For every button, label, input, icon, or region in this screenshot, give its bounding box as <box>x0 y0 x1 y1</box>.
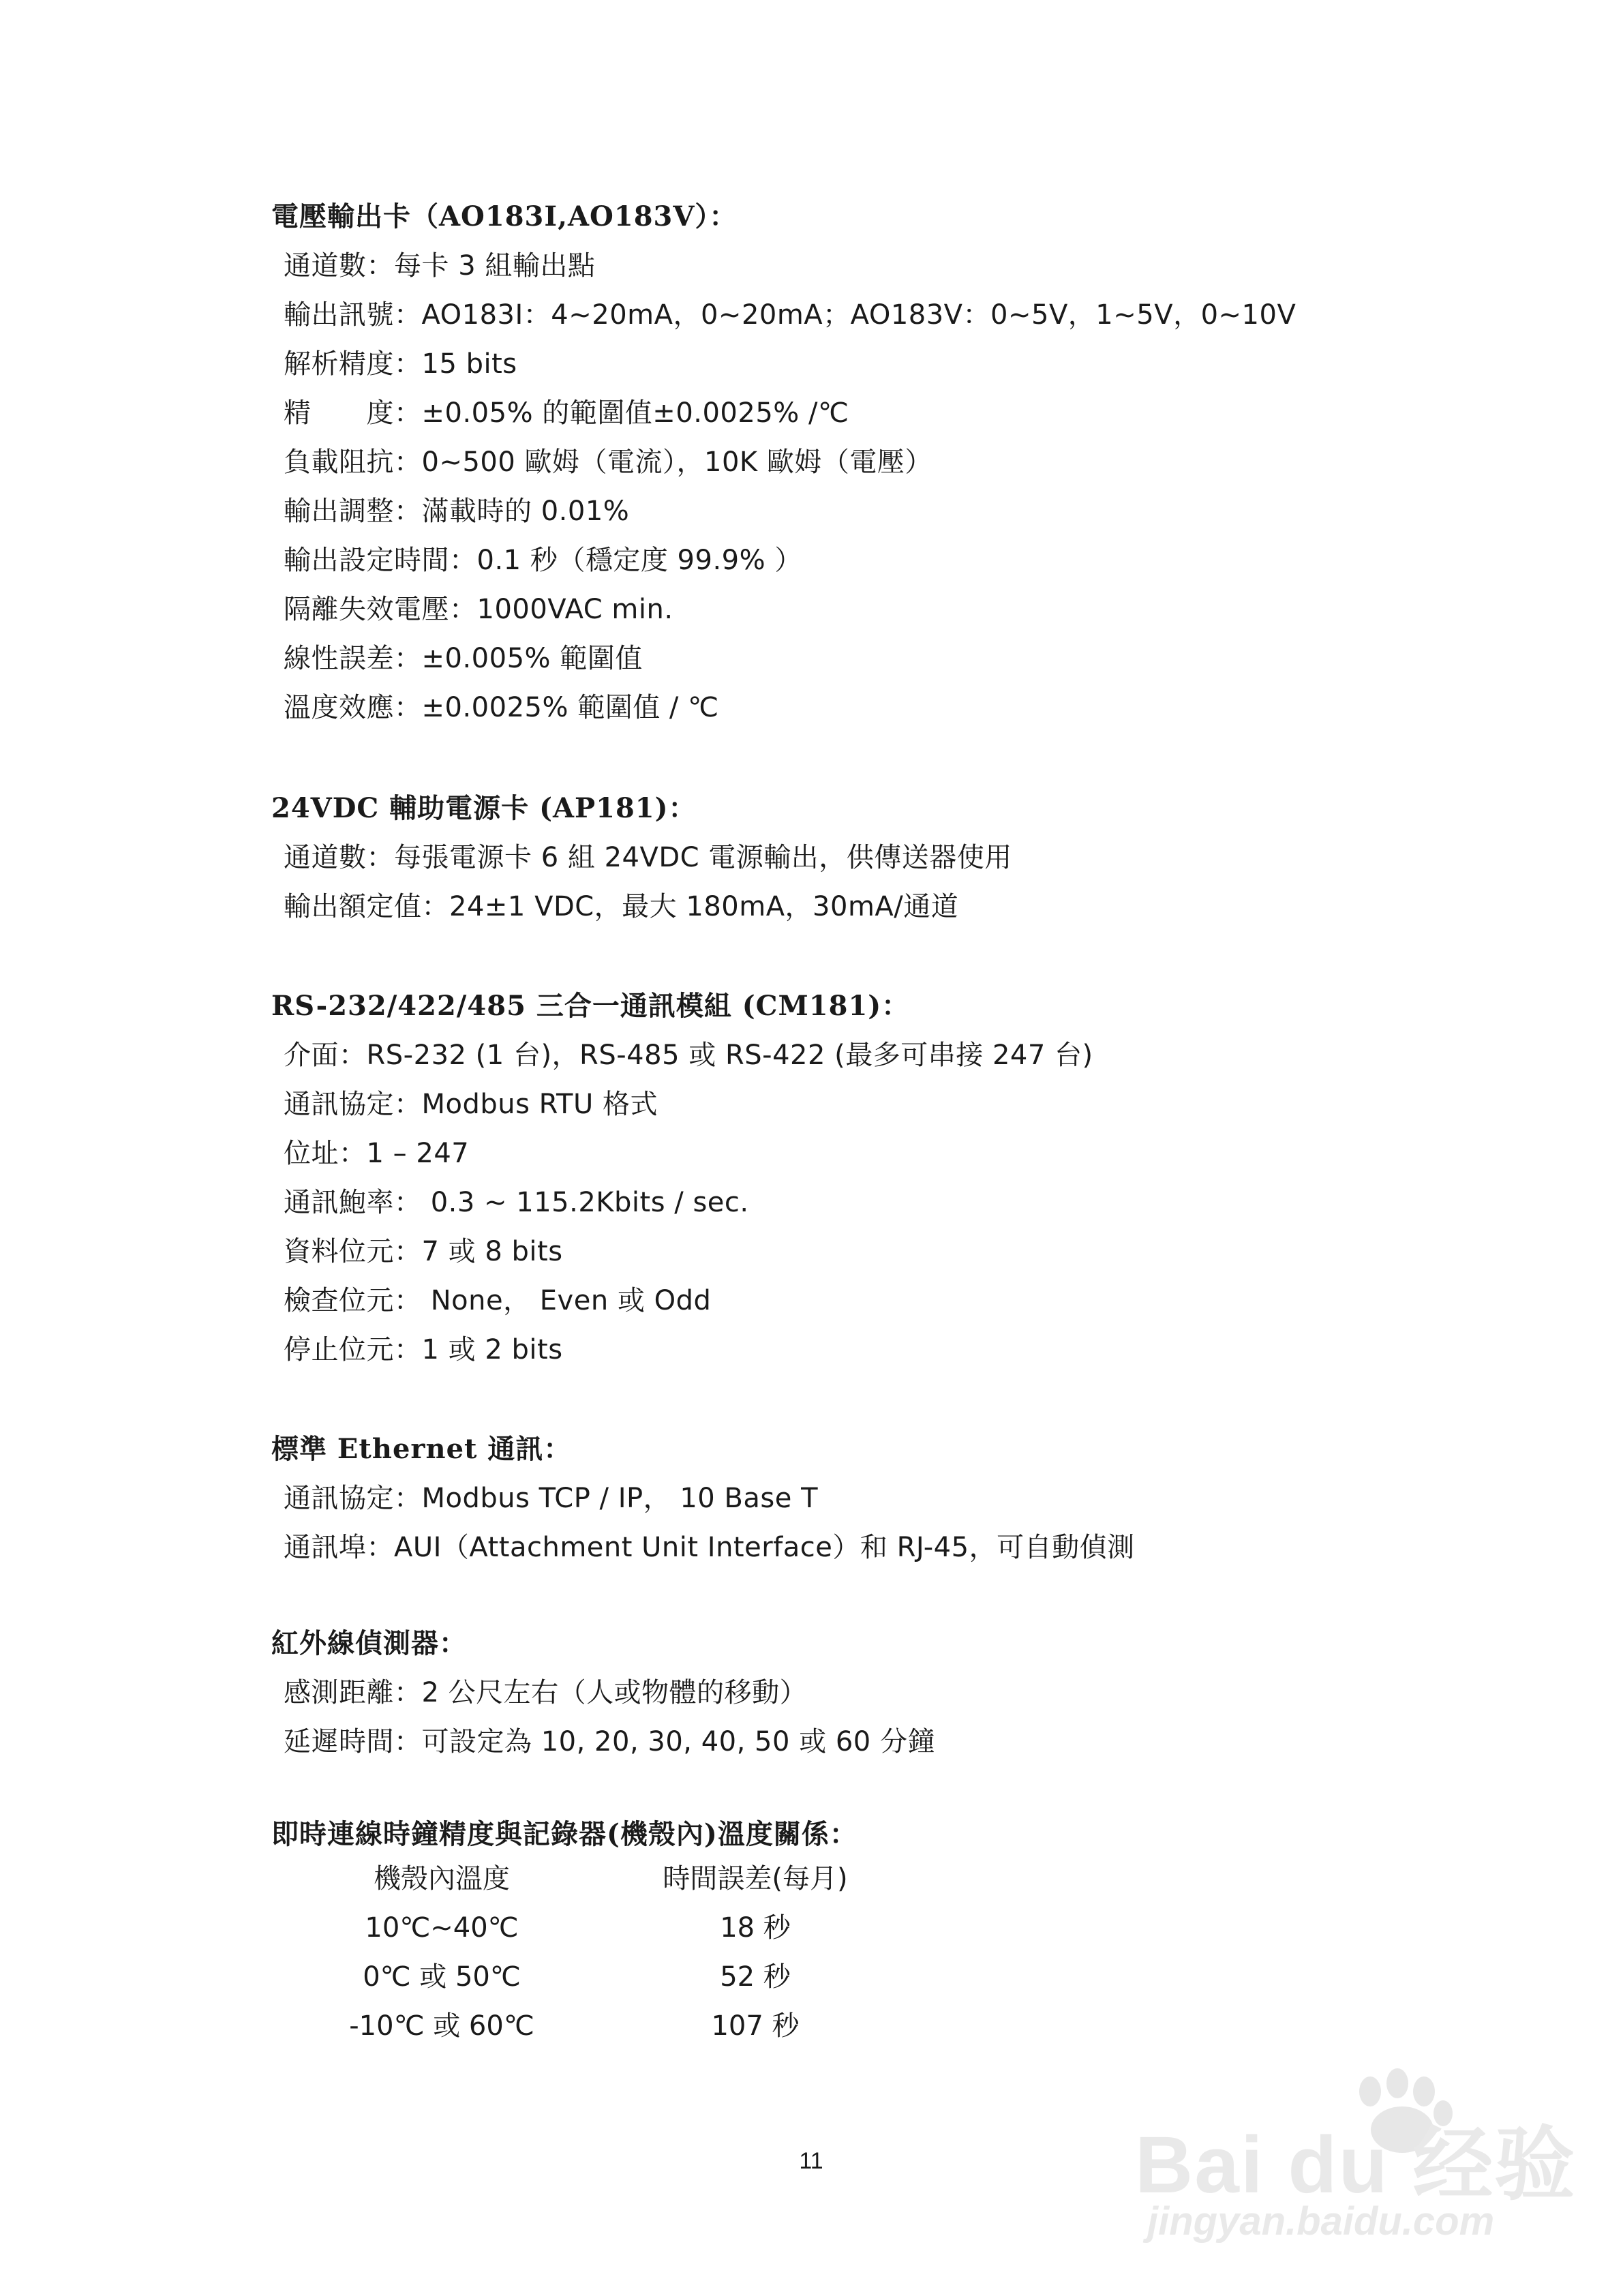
spec-line: 通訊協定：Modbus TCP / IP， 10 Base T <box>284 1483 819 1514</box>
section-heading: 紅外線偵測器： <box>271 1627 467 1659</box>
table-row <box>271 2002 953 2051</box>
spec-line: 停止位元：1 或 2 bits <box>284 1334 563 1365</box>
table-row <box>271 1952 953 2002</box>
baidu-watermark <box>1135 2059 1577 2263</box>
spec-line: 負載阻抗：0~500 歐姆（電流），10K 歐姆（電壓） <box>284 447 932 478</box>
section-clock-accuracy <box>271 1810 1498 1859</box>
spec-line: 通道數：每卡 3 組輸出點 <box>284 250 596 282</box>
spec-line: 通訊埠：AUI（Attachment Unit Interface）和 RJ-45，可自動偵測 <box>284 1532 1135 1563</box>
section-analog-output-card <box>271 192 1498 732</box>
section-heading: 24VDC 輔助電源卡 (AP181)： <box>271 792 697 824</box>
section-comm-module <box>271 982 1498 1374</box>
table-cell: 52 秒 <box>720 1961 791 1993</box>
table-cell: 10℃~40℃ <box>365 1912 519 1944</box>
spec-line: 延遲時間：可設定為 10, 20, 30, 40, 50 或 60 分鐘 <box>284 1726 935 1757</box>
table-cell: 18 秒 <box>720 1912 791 1944</box>
table-header-cell: 機殼內溫度 <box>374 1863 510 1894</box>
watermark-brand: Bai du 经验 <box>1135 2120 1577 2210</box>
section-heading: 標準 Ethernet 通訊： <box>271 1433 572 1465</box>
table-cell: 107 秒 <box>711 2010 800 2042</box>
spec-line: 解析精度：15 bits <box>284 348 517 380</box>
page-number: 11 <box>799 2148 823 2174</box>
spec-line: 溫度效應：±0.0025% 範圍值 / ℃ <box>284 692 719 723</box>
spec-line: 精 度：±0.05% 的範圍值±0.0025% /℃ <box>284 397 849 429</box>
spec-line: 輸出設定時間：0.1 秒（穩定度 99.9% ） <box>284 545 802 576</box>
table-header-cell: 時間誤差(每月) <box>663 1863 848 1894</box>
table-row <box>271 1903 953 1952</box>
spec-line: 通道數：每張電源卡 6 組 24VDC 電源輸出，供傳送器使用 <box>284 842 1012 873</box>
spec-line: 隔離失效電壓：1000VAC min. <box>284 594 673 625</box>
section-infrared-detector <box>271 1619 1498 1766</box>
spec-line: 位址：1 – 247 <box>284 1138 470 1169</box>
section-heading: RS-232/422/485 三合一通訊模組 (CM181)： <box>271 990 910 1022</box>
table-cell: -10℃ 或 60℃ <box>349 2010 534 2042</box>
spec-line: 輸出調整：滿載時的 0.01% <box>284 496 630 527</box>
spec-line: 感測距離：2 公尺左右（人或物體的移動） <box>284 1677 808 1708</box>
section-heading: 電壓輸出卡（AO183I,AO183V）： <box>271 200 738 232</box>
table-cell: 0℃ 或 50℃ <box>363 1961 521 1993</box>
spec-line: 檢查位元： None， Even 或 Odd <box>284 1285 712 1316</box>
spec-line: 線性誤差：±0.005% 範圍值 <box>284 643 643 674</box>
spec-line: 輸出額定值：24±1 VDC，最大 180mA，30mA/通道 <box>284 891 959 922</box>
section-aux-power-card <box>271 784 1498 931</box>
spec-line: 輸出訊號：AO183I：4~20mA，0~20mA；AO183V：0~5V，1~5V，0~10V <box>284 299 1296 331</box>
table-header-row <box>271 1854 953 1903</box>
spec-line: 通訊鮑率： 0.3 ~ 115.2Kbits / sec. <box>284 1187 749 1218</box>
watermark-url: jingyan.baidu.com <box>1147 2199 1495 2244</box>
section-ethernet <box>271 1425 1498 1572</box>
spec-line: 資料位元：7 或 8 bits <box>284 1236 563 1267</box>
spec-line: 介面：RS-232 (1 台)，RS-485 或 RS-422 (最多可串接 247 台) <box>284 1040 1093 1071</box>
spec-line: 通訊協定：Modbus RTU 格式 <box>284 1089 658 1120</box>
section-heading: 即時連線時鐘精度與記錄器(機殼內)溫度關係： <box>271 1818 858 1850</box>
clock-accuracy-table <box>271 1854 953 2051</box>
